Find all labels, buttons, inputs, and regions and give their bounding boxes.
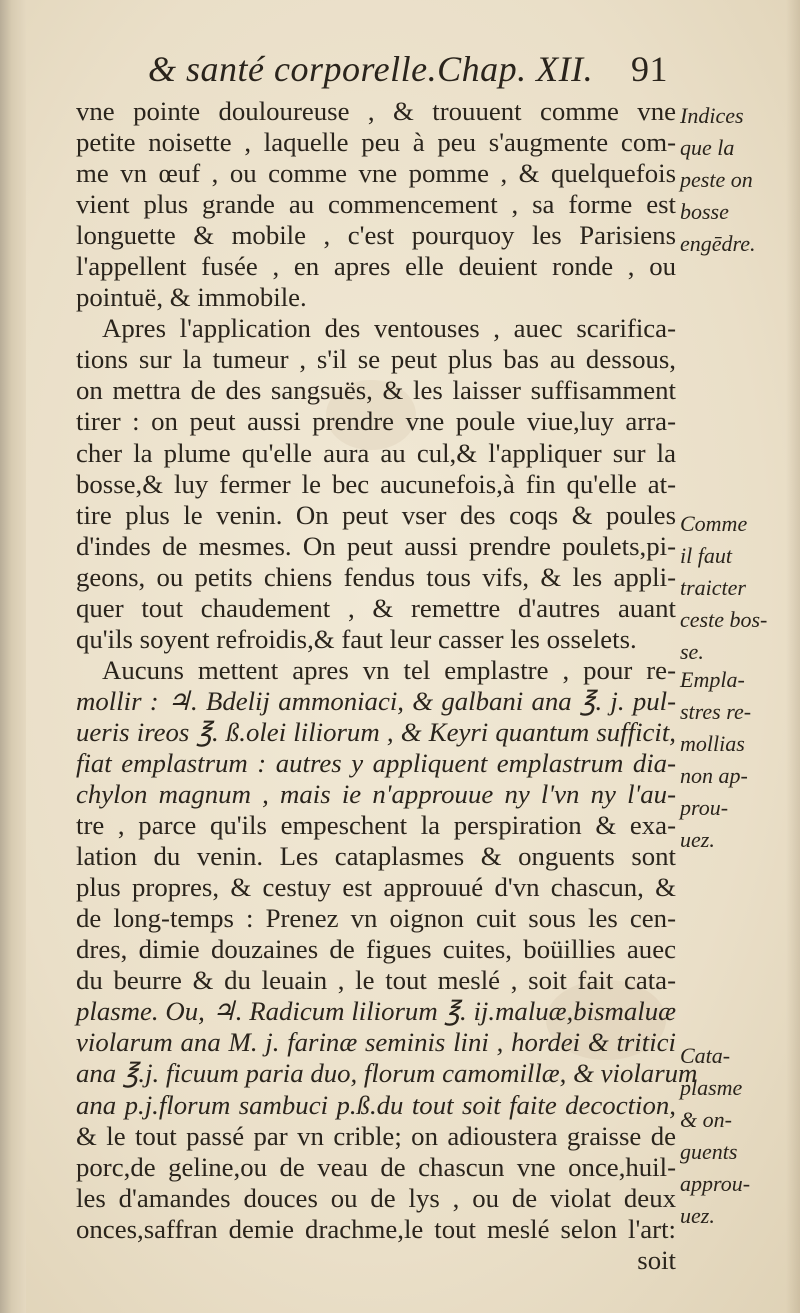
marginal-note-traitement: [680, 508, 790, 668]
marginal-note-line: stres re-: [680, 699, 752, 724]
marginal-note-line: se.: [680, 639, 704, 664]
marginal-note-line: ceste bos-: [680, 607, 768, 632]
text-line: [76, 624, 676, 655]
marginal-note-line: bosse: [680, 199, 729, 224]
text-line-content: lation du venin. Les cataplasmes & onguents sont: [76, 841, 676, 872]
marginal-note-line: guents: [680, 1139, 738, 1164]
text-line: [76, 1027, 676, 1058]
text-line: [76, 1058, 698, 1089]
text-line: [76, 1152, 676, 1183]
marginal-note-line: Empla-: [680, 667, 745, 692]
text-line-content: ueris ireos ℥. ß.olei liliorum , & Keyri quantum sufficit,: [76, 716, 676, 747]
marginal-note-emplastres: [680, 664, 790, 856]
text-line: [76, 220, 676, 251]
text-line-content: les d'amandes douces ou de lys , ou de violat deux: [76, 1182, 676, 1213]
marginal-note-line: peste on: [680, 167, 753, 192]
text-line-content: soit: [637, 1244, 676, 1275]
text-line: [76, 903, 676, 934]
marginal-note-line: Cata-: [680, 1043, 731, 1068]
marginal-note-line: Indices: [680, 103, 744, 128]
marginal-note-line: que la: [680, 135, 735, 160]
text-line-content: d'indes de mesmes. On peut aussi prendre poulets,pi-: [76, 530, 676, 561]
text-line-content: vient plus grande au commencement , sa forme est: [76, 189, 676, 220]
text-line: [76, 810, 676, 841]
text-line: [76, 996, 676, 1027]
text-line: [76, 469, 676, 500]
text-line: [76, 593, 676, 624]
marginal-note-line: engēdre.: [680, 231, 756, 256]
text-line-content: petite noisette , laquelle peu à peu s'augmente com-: [76, 127, 676, 158]
marginal-note-line: plasme: [680, 1075, 743, 1100]
text-line: [76, 282, 676, 313]
text-line: [76, 779, 676, 810]
text-line-content: porc,de geline,ou de veau de chascun vne once,huil-: [76, 1151, 676, 1182]
marginal-note-line: il faut: [680, 543, 732, 568]
running-header: [148, 48, 668, 100]
text-line: [76, 686, 676, 717]
marginal-note-line: non ap-: [680, 763, 748, 788]
text-line-content: mollir : ♃. Bdelij ammoniaci, & galbani ana ℥. j. pul-: [76, 685, 676, 716]
text-line-content: geons, ou petits chiens fendus tous vifs, & les appli-: [76, 561, 676, 592]
text-line-content: me vn œuf , ou comme vne pomme , & quelquefois: [76, 158, 676, 189]
text-line-content: du beurre & du leuain , le tout meslé , soit fait cata-: [76, 965, 676, 996]
text-line: [76, 344, 676, 375]
marginal-note-line: traicter: [680, 575, 746, 600]
text-line-content: tre , parce qu'ils empeschent la perspiration & exa-: [76, 810, 676, 841]
marginal-note-line: uez.: [680, 1203, 715, 1228]
text-line: [76, 158, 676, 189]
text-line-content: vne pointe douloureuse , & trouuent comme vne: [76, 96, 676, 126]
text-line-content: quer tout chaudement , & remettre d'autres auant: [76, 592, 676, 623]
text-line: [76, 127, 676, 158]
marginal-note-line: mollias: [680, 731, 745, 756]
text-line: [76, 1183, 676, 1214]
marginal-note-line: Comme: [680, 511, 748, 536]
text-line-content: Aucuns mettent apres vn tel emplastre , pour re-: [102, 654, 676, 685]
text-line-content: tire plus le venin. On peut vser des coqs & poules: [76, 499, 676, 530]
marginal-note-indices: [680, 100, 790, 260]
text-line: [76, 251, 676, 282]
marginal-note-line: approu-: [680, 1171, 751, 1196]
text-line-content: qu'ils soyent refroidis,& faut leur casser les osselets.: [76, 623, 637, 654]
text-line-content: dres, dimie douzaines de figues cuites, boüillies auec: [76, 934, 676, 965]
text-line: [76, 562, 676, 593]
page-number: 91: [631, 49, 668, 89]
text-line-content: ana p.j.florum sambuci p.ß.du tout soit faite decoction,: [76, 1089, 676, 1120]
text-line-content: bosse,& luy fermer le bec aucunefois,à fin qu'elle at-: [76, 468, 676, 499]
marginal-note-line: & on-: [680, 1107, 732, 1132]
text-line: [76, 96, 676, 127]
text-line-content: cher la plume qu'elle aura au cul,& l'appliquer sur la: [76, 437, 676, 468]
text-line: [76, 872, 676, 903]
text-line-content: onces,saffran demie drachme,le tout meslé selon l'art:: [76, 1213, 676, 1244]
running-title: & santé corporelle.Chap. XII.: [148, 49, 594, 89]
text-line-content: fiat emplastrum : autres y appliquent emplastrum dia-: [76, 747, 676, 778]
text-line-content: chylon magnum , mais ie n'approuue ny l'vn ny l'au-: [76, 779, 676, 810]
text-line-content: tirer : on peut aussi prendre vne poule viue,luy arra-: [76, 406, 676, 437]
text-line: [76, 189, 676, 220]
text-line-content: on mettra de des sangsuës, & les laisser suffisamment: [76, 375, 676, 406]
text-line-content: violarum ana M. j. farinæ seminis lini , hordei & tritici: [76, 1027, 676, 1058]
marginal-note-cataplasme: [680, 1040, 790, 1232]
text-line: [76, 438, 676, 469]
text-line-content: longuette & mobile , c'est pourquoy les Parisiens: [76, 220, 676, 251]
text-line: [76, 748, 676, 779]
text-line: [76, 1090, 676, 1121]
text-line: [76, 841, 676, 872]
text-line: [76, 934, 676, 965]
text-line-content: de long-temps : Prenez vn oignon cuit sous les cen-: [76, 903, 676, 934]
text-line: [76, 1121, 676, 1152]
text-line: [76, 717, 676, 748]
text-line: [76, 375, 676, 406]
text-line-content: plasme. Ou, ♃. Radicum liliorum ℥. ij.maluæ,bismaluæ: [76, 996, 676, 1027]
text-line: [76, 531, 676, 562]
text-line-content: l'appellent fusée , en apres elle deuient ronde , ou: [76, 251, 676, 282]
text-line: [76, 655, 676, 686]
marginal-note-line: uez.: [680, 827, 715, 852]
text-line: [76, 313, 676, 344]
text-line: [76, 1214, 676, 1245]
text-line: [76, 406, 676, 437]
text-line-content: ana ℥.j. ficuum paria duo, florum camomillæ, & violarum: [76, 1058, 698, 1089]
text-line-content: Apres l'application des ventouses , auec scarifica-: [102, 313, 676, 344]
text-line-content: & le tout passé par vn crible; on adioustera graisse de: [76, 1120, 676, 1151]
text-line-content: plus propres, & cestuy est approuué d'vn chascun, &: [76, 872, 676, 903]
text-line-content: tions sur la tumeur , s'il se peut plus bas au dessous,: [76, 344, 676, 375]
text-line-content: pointuë, & immobile.: [76, 282, 307, 313]
book-binding-shadow: [0, 0, 26, 1313]
text-line: [76, 965, 676, 996]
text-line: [76, 1245, 676, 1276]
text-line: [76, 500, 676, 531]
marginal-note-line: prou-: [680, 795, 729, 820]
